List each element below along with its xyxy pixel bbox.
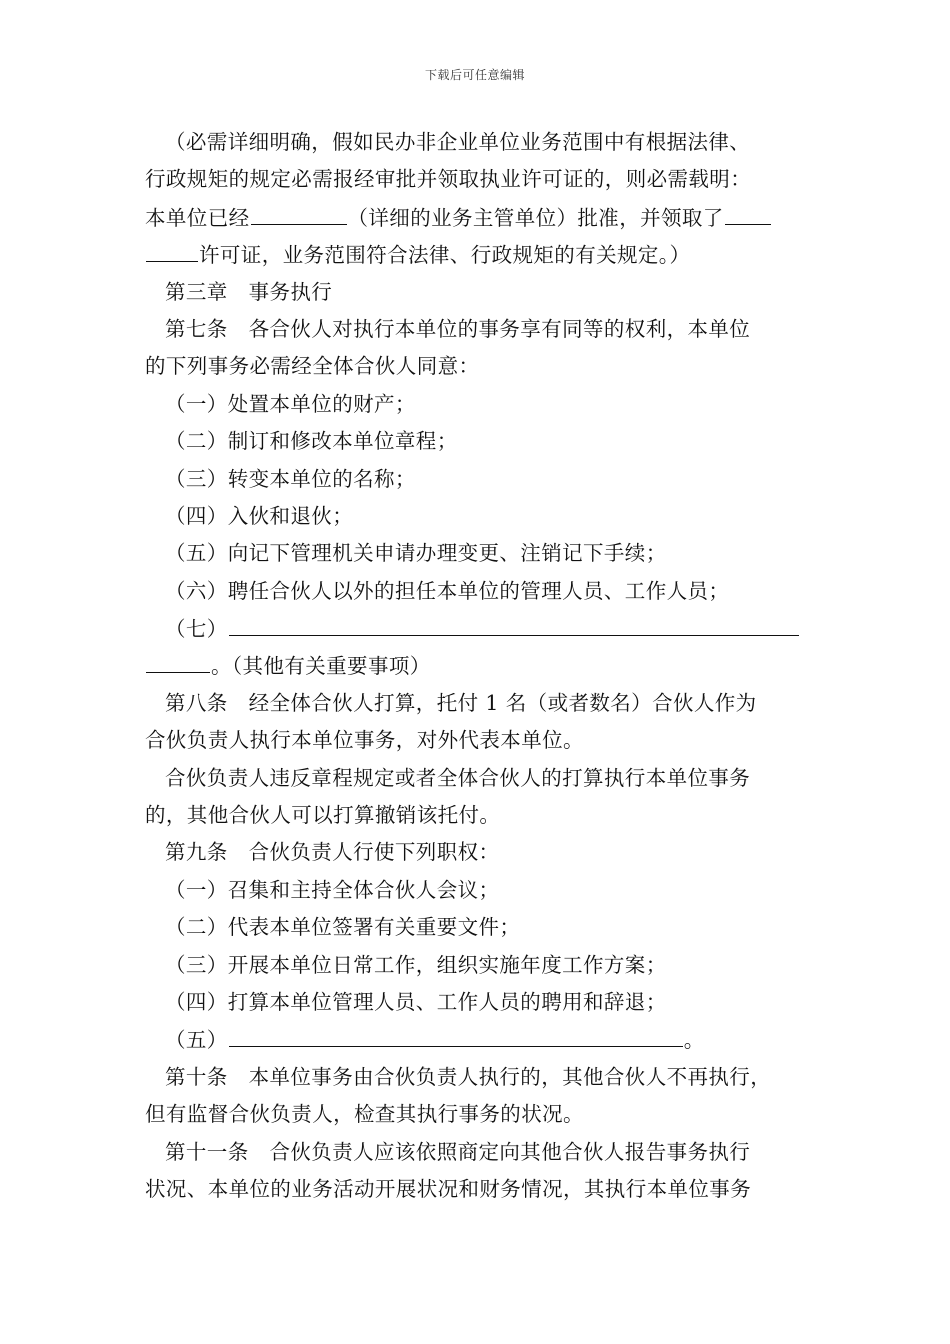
text-line	[145, 124, 813, 161]
line-text: 合伙负责人违反章程规定或者全体合伙人的打算执行本单位事务	[165, 765, 751, 790]
line-text: （五）向记下管理机关申请办理变更、注销记下手续；	[165, 541, 667, 566]
line-text: （三）开展本单位日常工作，组织实施年度工作方案；	[165, 952, 667, 977]
line-text: 合伙负责人执行本单位事务，对外代表本单位。	[145, 728, 584, 753]
text-line	[145, 685, 813, 722]
text-line	[145, 872, 813, 909]
line-text: （详细的业务主管单位）批准，并领取了	[347, 205, 724, 230]
text-line	[145, 386, 813, 423]
line-text: （二）制订和修改本单位章程；	[165, 429, 458, 454]
text-line	[145, 161, 813, 198]
page-header: 下载后可任意编辑	[424, 68, 525, 82]
text-line	[145, 199, 813, 236]
text-line	[145, 610, 813, 647]
line-text: （四）打算本单位管理人员、工作人员的聘用和辞退；	[165, 989, 667, 1014]
text-line	[145, 947, 813, 984]
line-text: （四）入伙和退伙；	[165, 503, 354, 528]
text-line	[145, 311, 813, 348]
line-text: 许可证，业务范围符合法律、行政规矩的有关规定。）	[199, 243, 691, 268]
text-line	[145, 1134, 813, 1171]
fill-in-blank	[229, 610, 799, 636]
text-line	[145, 348, 813, 385]
line-text: 。	[683, 1028, 705, 1053]
line-text: 行政规矩的规定必需报经审批并领取执业许可证的，则必需载明：	[145, 167, 752, 192]
fill-in-blank	[146, 236, 198, 262]
text-line	[145, 573, 813, 610]
line-text: （六）聘任合伙人以外的担任本单位的管理人员、工作人员；	[165, 578, 730, 603]
text-line	[145, 797, 813, 834]
text-line	[145, 647, 813, 684]
line-text: 第十一条 合伙负责人应该依照商定向其他合伙人报告事务执行	[165, 1139, 751, 1164]
text-line	[145, 1059, 813, 1096]
text-line	[145, 461, 813, 498]
line-text: （五）	[165, 1028, 228, 1053]
text-line	[145, 274, 813, 311]
line-text: 第九条 合伙负责人行使下列职权：	[165, 840, 500, 865]
text-line	[145, 498, 813, 535]
line-text: （必需详细明确，假如民办非企业单位业务范围中有根据法律、	[165, 130, 751, 154]
line-text: 状况、本单位的业务活动开展状况和财务情况，其执行本单位事务	[145, 1176, 752, 1201]
text-line	[145, 1171, 813, 1208]
document-body	[145, 124, 813, 1208]
text-line	[145, 1096, 813, 1133]
line-text: 的，其他合伙人可以打算撤销该托付。	[145, 803, 501, 828]
line-text: （二）代表本单位签署有关重要文件；	[165, 915, 521, 940]
line-text: 的下列事务必需经全体合伙人同意：	[145, 354, 480, 379]
line-text: 第十条 本单位事务由合伙负责人执行的，其他合伙人不再执行，	[165, 1064, 772, 1089]
line-text: 第八条 经全体合伙人打算，托付 1 名（或者数名）合伙人作为	[165, 690, 757, 715]
text-line	[145, 909, 813, 946]
text-line	[145, 834, 813, 871]
line-text: （一）处置本单位的财产；	[165, 391, 416, 416]
text-line	[145, 1021, 813, 1058]
fill-in-blank	[725, 199, 771, 225]
text-line	[145, 236, 813, 273]
text-line	[145, 722, 813, 759]
line-text: （七）	[165, 617, 228, 642]
text-line	[145, 984, 813, 1021]
text-line	[145, 760, 813, 797]
fill-in-blank	[229, 1021, 683, 1047]
text-line	[145, 423, 813, 460]
line-text: 本单位已经	[145, 205, 250, 230]
line-text: （三）转变本单位的名称；	[165, 466, 416, 491]
fill-in-blank	[146, 647, 210, 673]
line-text: 。（其他有关重要事项）	[211, 654, 431, 679]
line-text: 第三章 事务执行	[165, 279, 333, 304]
line-text: 但有监督合伙负责人，检查其执行事务的状况。	[145, 1102, 584, 1127]
fill-in-blank	[251, 199, 347, 225]
line-text: （一）召集和主持全体合伙人会议；	[165, 877, 500, 902]
text-line	[145, 535, 813, 572]
line-text: 第七条 各合伙人对执行本单位的事务享有同等的权利，本单位	[165, 316, 751, 341]
